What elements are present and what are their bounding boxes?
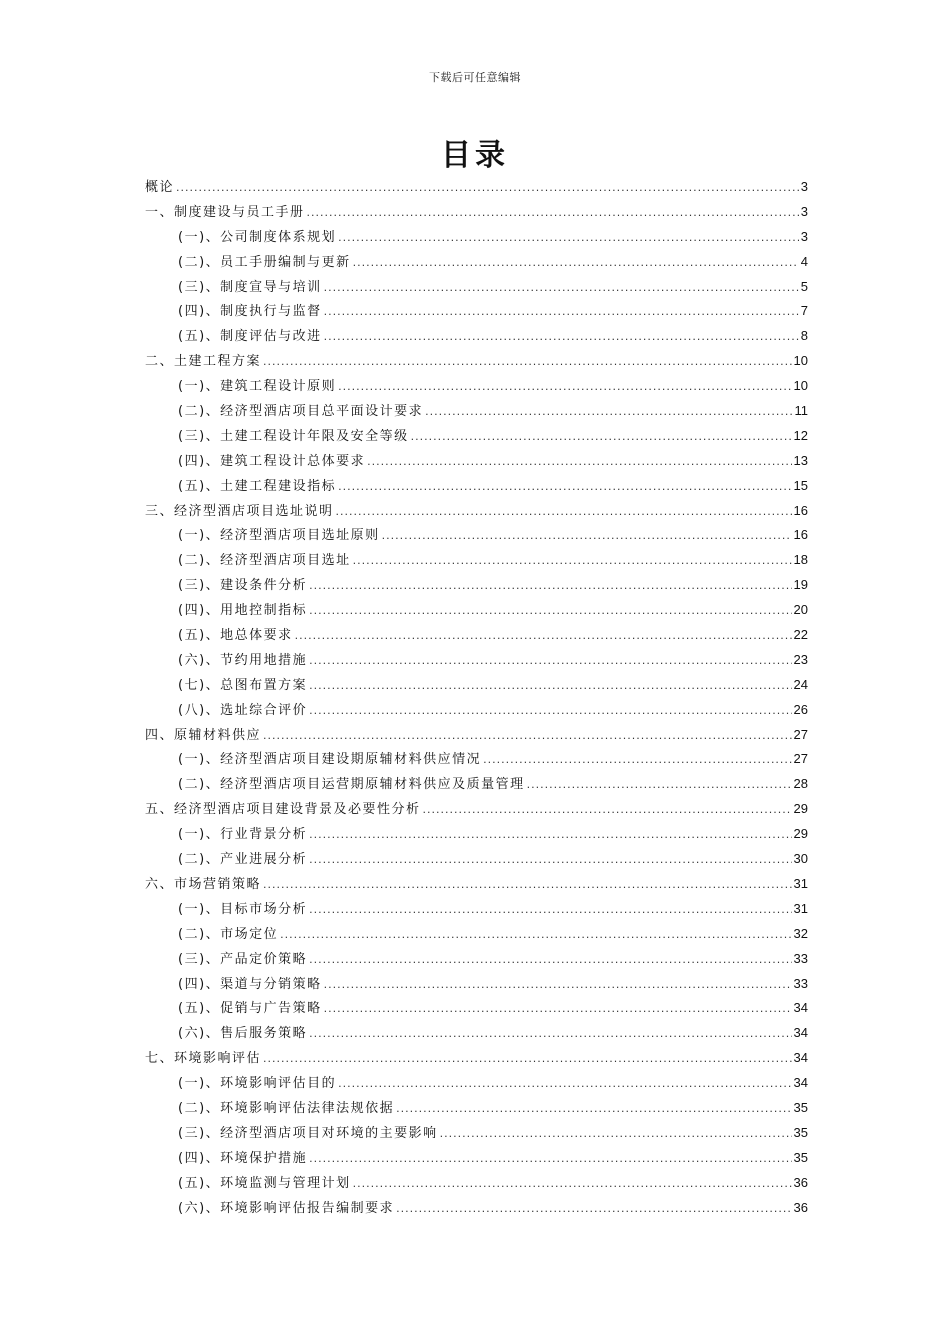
toc-entry-label: (二)、经济型酒店项目运营期原辅材料供应及质量管理	[178, 777, 525, 793]
toc-entry-page: 34	[793, 1000, 808, 1016]
toc-entry-page: 10	[793, 353, 808, 369]
toc-entry-page: 34	[793, 1075, 808, 1091]
toc-entry[interactable]	[145, 1021, 808, 1046]
toc-entry-label: (三)、产品定价策略	[178, 951, 308, 967]
toc-entry[interactable]	[145, 673, 808, 698]
toc-entry-page: 27	[793, 726, 808, 742]
toc-entry[interactable]	[145, 548, 808, 573]
toc-entry-page: 23	[793, 651, 808, 667]
toc-entry-label: (一)、经济型酒店项目建设期原辅材料供应情况	[178, 752, 482, 768]
toc-entry-label: (二)、产业进展分析	[178, 852, 308, 868]
toc-entry-page: 3	[800, 203, 808, 219]
toc-entry-page: 24	[793, 676, 808, 692]
toc-leader-dots	[382, 524, 792, 549]
toc-entry[interactable]	[145, 996, 808, 1021]
toc-entry-page: 3	[800, 228, 808, 244]
toc-entry-page: 35	[793, 1149, 808, 1165]
toc-entry-page: 32	[793, 925, 808, 941]
toc-entry-label: (三)、土建工程设计年限及安全等级	[178, 428, 409, 444]
toc-entry-label: (六)、环境影响评估报告编制要求	[178, 1200, 395, 1216]
toc-entry-page: 20	[793, 602, 808, 618]
toc-entry[interactable]	[145, 822, 808, 847]
toc-leader-dots	[309, 1147, 791, 1172]
toc-entry-page: 16	[793, 502, 808, 518]
toc-entry-label: (三)、制度宣导与培训	[178, 279, 322, 295]
toc-entry-label: 七、环境影响评估	[145, 1051, 262, 1067]
toc-entry-page: 33	[793, 975, 808, 991]
toc-entry-page: 11	[794, 403, 808, 419]
toc-entry-label: (四)、制度执行与监督	[178, 304, 322, 320]
toc-entry-label: (五)、土建工程建设指标	[178, 478, 337, 494]
toc-entry-page: 15	[793, 477, 808, 493]
toc-entry-page: 34	[793, 1025, 808, 1041]
toc-entry-label: (二)、经济型酒店项目总平面设计要求	[178, 404, 424, 420]
toc-leader-dots	[263, 724, 792, 749]
toc-leader-dots	[440, 1122, 792, 1147]
toc-leader-dots	[396, 1197, 791, 1222]
toc-entry-page: 12	[793, 427, 808, 443]
toc-leader-dots	[324, 325, 799, 350]
toc-leader-dots	[353, 251, 799, 276]
toc-entry-label: 二、土建工程方案	[145, 354, 262, 370]
toc-entry-label: (六)、售后服务策略	[178, 1026, 308, 1042]
toc-entry[interactable]	[145, 573, 808, 598]
toc-leader-dots	[295, 624, 792, 649]
toc-entry-label: (三)、经济型酒店项目对环境的主要影响	[178, 1125, 438, 1141]
page-title: 目录	[441, 138, 509, 173]
toc-entry-label: (一)、目标市场分析	[178, 901, 308, 917]
table-of-contents	[145, 175, 808, 1220]
toc-leader-dots	[309, 699, 791, 724]
toc-leader-dots	[396, 1097, 791, 1122]
toc-entry-page: 31	[793, 875, 808, 891]
toc-leader-dots	[176, 176, 799, 201]
toc-entry-label: (七)、总图布置方案	[178, 677, 308, 693]
toc-entry[interactable]	[145, 499, 808, 524]
toc-entry-label: (二)、环境影响评估法律法规依据	[178, 1100, 395, 1116]
toc-entry[interactable]	[145, 872, 808, 897]
toc-entry-label: (四)、建筑工程设计总体要求	[178, 453, 366, 469]
toc-entry-page: 36	[793, 1199, 808, 1215]
toc-entry[interactable]	[145, 1121, 808, 1146]
toc-entry[interactable]	[145, 1096, 808, 1121]
toc-entry[interactable]	[145, 723, 808, 748]
toc-entry-page: 30	[793, 851, 808, 867]
toc-leader-dots	[425, 400, 792, 425]
toc-leader-dots	[338, 375, 791, 400]
toc-entry[interactable]	[145, 1171, 808, 1196]
toc-entry-label: (一)、公司制度体系规划	[178, 229, 337, 245]
toc-entry-label: 五、经济型酒店项目建设背景及必要性分析	[145, 802, 421, 818]
toc-entry[interactable]	[145, 175, 808, 200]
toc-entry[interactable]	[145, 424, 808, 449]
toc-leader-dots	[263, 1047, 792, 1072]
toc-entry-label: 四、原辅材料供应	[145, 727, 262, 743]
toc-entry-label: (五)、地总体要求	[178, 628, 293, 644]
toc-entry[interactable]	[145, 623, 808, 648]
toc-entry-page: 19	[793, 577, 808, 593]
toc-entry-page: 27	[793, 751, 808, 767]
toc-entry[interactable]	[145, 523, 808, 548]
toc-entry-page: 36	[793, 1174, 808, 1190]
toc-entry-page: 28	[793, 776, 808, 792]
toc-entry-label: (五)、制度评估与改进	[178, 329, 322, 345]
toc-entry[interactable]	[145, 474, 808, 499]
toc-entry[interactable]	[145, 299, 808, 324]
toc-leader-dots	[483, 748, 791, 773]
toc-entry[interactable]	[145, 250, 808, 275]
toc-leader-dots	[324, 973, 792, 998]
toc-leader-dots	[411, 425, 792, 450]
toc-leader-dots	[336, 500, 792, 525]
toc-leader-dots	[324, 997, 792, 1022]
toc-entry-page: 3	[800, 179, 808, 194]
toc-entry-label: (五)、促销与广告策略	[178, 1001, 322, 1017]
toc-leader-dots	[309, 574, 791, 599]
toc-entry-page: 29	[793, 801, 808, 817]
toc-entry[interactable]	[145, 275, 808, 300]
toc-entry-page: 4	[800, 253, 808, 269]
toc-entry-label: (二)、市场定位	[178, 926, 279, 942]
toc-entry-label: (一)、建筑工程设计原则	[178, 379, 337, 395]
toc-entry-label: 三、经济型酒店项目选址说明	[145, 503, 334, 519]
toc-leader-dots	[263, 350, 792, 375]
toc-entry-page: 35	[793, 1099, 808, 1115]
toc-entry[interactable]	[145, 598, 808, 623]
toc-leader-dots	[309, 823, 791, 848]
toc-entry-page: 18	[793, 552, 808, 568]
toc-entry-label: (一)、经济型酒店项目选址原则	[178, 528, 380, 544]
toc-entry[interactable]	[145, 922, 808, 947]
toc-leader-dots	[324, 276, 799, 301]
toc-entry-label: (一)、行业背景分析	[178, 827, 308, 843]
toc-entry[interactable]	[145, 374, 808, 399]
toc-entry[interactable]	[145, 947, 808, 972]
toc-entry-label: (四)、渠道与分销策略	[178, 976, 322, 992]
toc-leader-dots	[338, 1072, 791, 1097]
toc-entry[interactable]	[145, 349, 808, 374]
toc-leader-dots	[353, 1172, 792, 1197]
toc-entry[interactable]	[145, 225, 808, 250]
toc-leader-dots	[423, 798, 792, 823]
toc-leader-dots	[309, 948, 791, 973]
toc-entry-label: (八)、选址综合评价	[178, 702, 308, 718]
toc-entry[interactable]	[145, 1196, 808, 1221]
toc-entry-label: (一)、环境影响评估目的	[178, 1076, 337, 1092]
toc-leader-dots	[309, 848, 791, 873]
toc-entry[interactable]	[145, 648, 808, 673]
toc-entry-label: (六)、节约用地措施	[178, 652, 308, 668]
toc-leader-dots	[309, 674, 791, 699]
toc-entry-label: (三)、建设条件分析	[178, 578, 308, 594]
toc-entry[interactable]	[145, 449, 808, 474]
toc-entry-page: 31	[793, 900, 808, 916]
toc-entry-page: 22	[793, 627, 808, 643]
toc-entry[interactable]	[145, 324, 808, 349]
toc-entry[interactable]	[145, 1146, 808, 1171]
toc-entry[interactable]	[145, 1046, 808, 1071]
toc-entry[interactable]	[145, 772, 808, 797]
toc-entry-label: (四)、环境保护措施	[178, 1150, 308, 1166]
toc-entry[interactable]	[145, 847, 808, 872]
toc-entry[interactable]	[145, 399, 808, 424]
toc-leader-dots	[338, 226, 799, 251]
toc-leader-dots	[527, 773, 792, 798]
toc-entry-label: 一、制度建设与员工手册	[145, 204, 305, 220]
header-note: 下载后可任意编辑	[429, 71, 521, 84]
toc-entry-page: 29	[793, 826, 808, 842]
toc-entry[interactable]	[145, 797, 808, 822]
toc-leader-dots	[307, 201, 799, 226]
toc-entry-page: 35	[793, 1124, 808, 1140]
toc-entry[interactable]	[145, 747, 808, 772]
toc-entry-label: 概论	[145, 180, 175, 195]
toc-leader-dots	[309, 898, 791, 923]
toc-entry-page: 10	[793, 378, 808, 394]
toc-entry[interactable]	[145, 972, 808, 997]
toc-entry[interactable]	[145, 1071, 808, 1096]
toc-entry-page: 13	[793, 452, 808, 468]
toc-entry-label: (五)、环境监测与管理计划	[178, 1175, 351, 1191]
toc-entry-page: 33	[793, 950, 808, 966]
toc-entry-label: 六、市场营销策略	[145, 876, 262, 892]
toc-entry-label: (四)、用地控制指标	[178, 603, 308, 619]
toc-entry[interactable]	[145, 698, 808, 723]
toc-leader-dots	[263, 873, 792, 898]
toc-entry[interactable]	[145, 897, 808, 922]
toc-entry-page: 26	[793, 701, 808, 717]
toc-entry-page: 7	[800, 303, 808, 319]
toc-entry-label: (二)、经济型酒店项目选址	[178, 553, 351, 569]
toc-leader-dots	[309, 599, 791, 624]
toc-entry-page: 16	[793, 527, 808, 543]
toc-leader-dots	[324, 300, 799, 325]
toc-entry-page: 8	[800, 328, 808, 344]
toc-entry[interactable]	[145, 200, 808, 225]
toc-leader-dots	[280, 923, 791, 948]
toc-entry-page: 5	[800, 278, 808, 294]
toc-leader-dots	[309, 649, 791, 674]
toc-leader-dots	[353, 549, 792, 574]
toc-entry-page: 34	[793, 1050, 808, 1066]
toc-entry-label: (二)、员工手册编制与更新	[178, 254, 351, 270]
toc-leader-dots	[367, 450, 791, 475]
toc-leader-dots	[338, 475, 791, 500]
toc-leader-dots	[309, 1022, 791, 1047]
